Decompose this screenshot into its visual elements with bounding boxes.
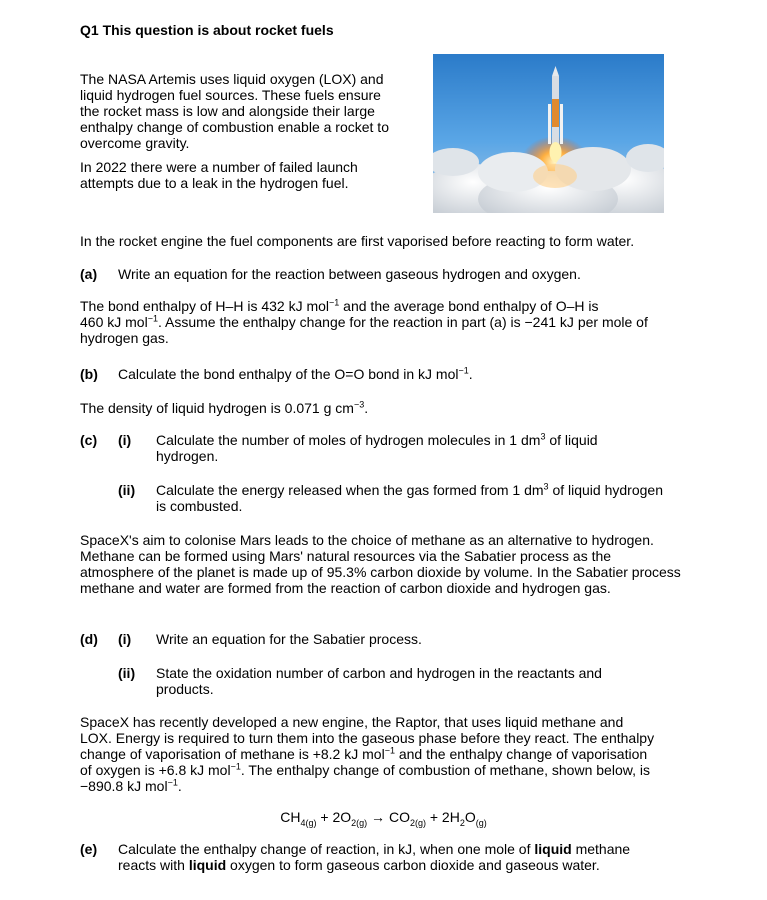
eq-o-sub: (g) — [475, 817, 487, 828]
eq-o2-sub: 2(g) — [351, 817, 368, 828]
question-e — [80, 841, 700, 877]
raptor-line-4a: of oxygen is +6.8 kJ mol — [80, 762, 231, 778]
density-end: . — [364, 400, 369, 416]
question-e-t2: methane — [571, 841, 631, 857]
eq-o: O — [464, 809, 476, 825]
question-e-bold-1: liquid — [534, 841, 572, 857]
question-c-ii-sup: 3 — [543, 481, 549, 492]
bond-text-a: The bond enthalpy of H–H is 432 kJ mol — [80, 298, 330, 314]
bond-text-c: 460 kJ mol — [80, 314, 148, 330]
question-e-t1: Calculate the enthalpy change of reaction, in kJ, when one mole of — [118, 841, 535, 857]
question-d — [80, 631, 700, 701]
question-a — [80, 266, 700, 284]
eq-co-sub: 2(g) — [409, 817, 426, 828]
raptor-line-5a: −890.8 kJ mol — [80, 778, 168, 794]
rocket-launch-image — [433, 54, 664, 213]
question-e-label: (e) — [80, 841, 98, 857]
intro-paragraph-2: In 2022 there were a number of failed launch attempts due to a leak in the hydrogen fuel. — [80, 159, 358, 191]
question-title: Q1 This question is about rocket fuels — [80, 22, 334, 38]
question-d-ii-text2: products. — [156, 681, 214, 697]
question-c-i-sup: 3 — [540, 431, 546, 442]
spacex-text: SpaceX's aim to colonise Mars leads to the choice of methane as an alternative to hydrogen. Methane can be formed using Mars' natural resources via the Sabatier process as the atmosphere of the planet is made up of 95.3% carbon dioxide by volume. In the Sabatier process methane and water are formed from the reaction of carbon dioxide and hydrogen gas. — [80, 532, 681, 596]
question-a-text: Write an equation for the reaction between gaseous hydrogen and oxygen. — [118, 266, 581, 282]
question-c-i-text1: Calculate the number of moles of hydrogen molecules in 1 dm — [156, 432, 541, 448]
bond-text-b: and the average bond enthalpy of O–H is — [339, 298, 599, 314]
question-c-ii-text3: is combusted. — [156, 498, 243, 514]
question-c-label: (c) — [80, 432, 98, 448]
eq-arrow: → — [367, 809, 389, 825]
raptor-line-4b: . The enthalpy change of combustion of methane, shown below, is — [240, 762, 650, 778]
bond-text-c-sup: −1 — [147, 313, 158, 324]
question-d-ii-text — [156, 665, 696, 697]
raptor-line-3-sup: −1 — [384, 745, 395, 756]
question-d-label: (d) — [80, 631, 98, 647]
question-a-label: (a) — [80, 266, 98, 282]
bond-enthalpy-text — [80, 298, 692, 346]
question-c-i-text2: of liquid — [545, 432, 598, 448]
question-b-label: (b) — [80, 366, 98, 382]
eq-ch: CH — [280, 809, 301, 825]
question-c-ii-text2: of liquid hydrogen — [548, 482, 663, 498]
vaporised-text: In the rocket engine the fuel components are first vaporised before reacting to form water. — [80, 233, 635, 249]
question-c-i-label: (i) — [118, 432, 132, 448]
question-c-ii-text — [156, 482, 696, 514]
raptor-line-1: SpaceX has recently developed a new engine, the Raptor, that uses liquid methane and — [80, 714, 624, 730]
combustion-equation — [0, 809, 767, 828]
question-c-i-text3: hydrogen. — [156, 448, 219, 464]
raptor-text — [80, 714, 700, 794]
density-text — [80, 400, 692, 416]
question-e-t3: reacts with — [118, 857, 189, 873]
density-text-main: The density of liquid hydrogen is 0.071 g cm — [80, 400, 354, 416]
raptor-line-3b: and the enthalpy change of vaporisation — [394, 746, 648, 762]
question-b-end: . — [468, 366, 473, 382]
raptor-line-2: LOX. Energy is required to turn them into the gaseous phase before they react. The enthalpy — [80, 730, 655, 746]
eq-plus-2: + 2H — [425, 809, 460, 825]
eq-h-sub: 2 — [459, 817, 465, 828]
question-e-t4: oxygen to form gaseous carbon dioxide and gaseous water. — [226, 857, 600, 873]
density-sup: −3 — [353, 399, 365, 410]
question-b — [80, 366, 700, 384]
question-c-ii-text1: Calculate the energy released when the gas formed from 1 dm — [156, 482, 544, 498]
question-b-text-main: Calculate the bond enthalpy of the O=O bond in kJ mol — [118, 366, 459, 382]
bond-text-a-sup: −1 — [329, 297, 340, 308]
bond-text-e: hydrogen gas. — [80, 330, 169, 346]
intro-paragraph-1: The NASA Artemis uses liquid oxygen (LOX) and liquid hydrogen fuel sources. These fuels ensure the rocket mass is low and alongside their large enthalpy change of combustion enable a rocket to overcome gravity. — [80, 71, 389, 151]
question-b-sup: −1 — [458, 365, 469, 376]
eq-ch-sub: 4(g) — [300, 817, 317, 828]
question-d-i-label: (i) — [118, 631, 132, 647]
question-c — [80, 432, 700, 512]
eq-plus-1: + 2O — [316, 809, 352, 825]
raptor-line-5-sup: −1 — [167, 777, 178, 788]
intro-text — [80, 71, 400, 199]
question-d-ii-label: (ii) — [118, 665, 136, 681]
question-e-text — [118, 841, 698, 873]
question-e-bold-2: liquid — [188, 857, 227, 873]
bond-text-d: . Assume the enthalpy change for the reaction in part (a) is −241 kJ per mole of — [157, 314, 648, 330]
raptor-line-4-sup: −1 — [230, 761, 241, 772]
raptor-line-5b: . — [177, 778, 182, 794]
question-b-text — [118, 366, 473, 382]
question-d-i-text: Write an equation for the Sabatier process. — [156, 631, 422, 647]
question-d-ii-text1: State the oxidation number of carbon and hydrogen in the reactants and — [156, 665, 602, 681]
eq-co: CO — [388, 809, 410, 825]
raptor-line-3a: change of vaporisation of methane is +8.2 kJ mol — [80, 746, 385, 762]
question-c-i-text — [156, 432, 696, 464]
question-c-ii-label: (ii) — [118, 482, 136, 498]
